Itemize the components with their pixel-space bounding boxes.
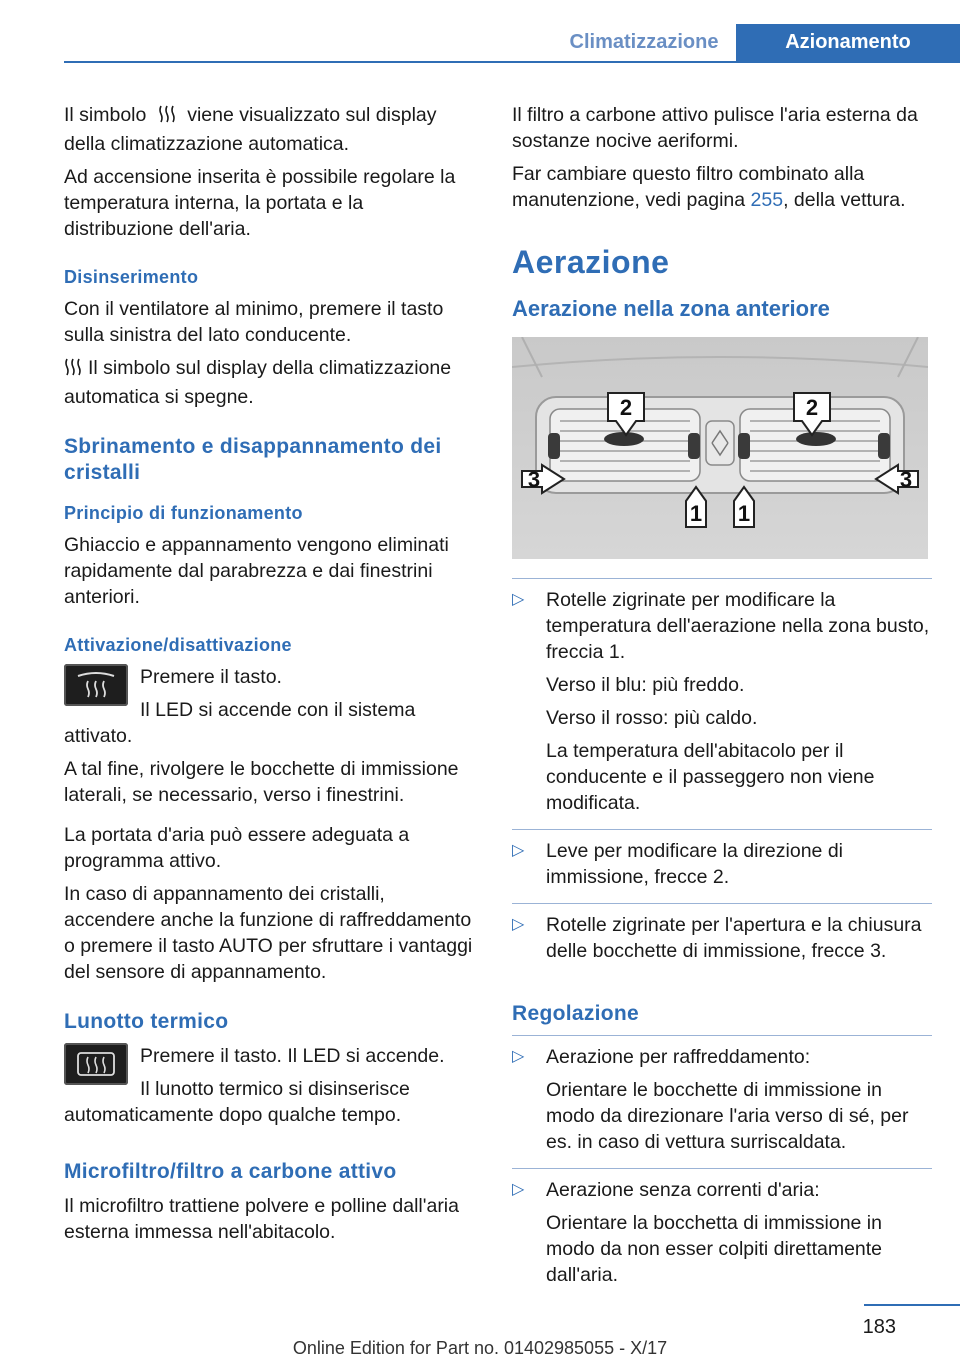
- windshield-defrost-icon: [64, 664, 128, 706]
- intro2-paragraph: Ad accensione inserita è possibile regolare la temperatura interna, la portata e la distribuzione dell'aria.: [64, 166, 456, 240]
- heading-principio: Principio di funzionamento: [64, 503, 303, 523]
- figure-label: 2: [619, 395, 633, 420]
- heading-regolazione: Regolazione: [512, 1002, 639, 1025]
- page-link[interactable]: 255: [750, 189, 784, 211]
- heading-aerazione-anteriore: Aerazione nella zona anteriore: [512, 296, 830, 321]
- activation-press: Premere il tasto.: [140, 666, 282, 688]
- activation-flow: La portata d'aria può essere adeguata a programma attivo.: [64, 824, 410, 872]
- footer-edition: Online Edition for Part no. 01402985055 - X/17: [292, 1338, 668, 1358]
- heading-aerazione: Aerazione: [512, 244, 670, 280]
- page-number: 183: [862, 1316, 896, 1338]
- vent-figure: [512, 337, 928, 559]
- rear-defrost-icon: [64, 1043, 128, 1085]
- off-icon-paragraph: Il simbolo sul display della climatizzazione automatica si spegne.: [64, 357, 452, 408]
- header-rule: [64, 61, 960, 63]
- figure-label: 3: [527, 467, 541, 492]
- figure-label: 1: [737, 501, 751, 526]
- activation-fog: In caso di appannamento dei cristalli, accendere anche la funzione di raffreddamento o premere il tasto AUTO per sfruttare i vantaggi del sensore di appannamento.: [64, 883, 473, 983]
- list-item: ▷ Aerazione per raffreddamento: Orientare le bocchette di immissione in modo da direzionare l'aria verso di sé, per es. in caso di vettura surriscaldata.: [512, 1035, 932, 1168]
- header-section-tab: Climatizzazione: [569, 31, 719, 53]
- left-column: [64, 102, 474, 1252]
- heading-sbrinamento: Sbrinamento e disappannamento dei cristalli: [64, 435, 442, 484]
- right-column: [512, 102, 932, 1301]
- air-flow-icon: [64, 357, 82, 384]
- adjust-list: [512, 1035, 932, 1301]
- defrost-button-image: [64, 664, 128, 706]
- air-flow-icon: [158, 104, 176, 131]
- vent-controls-list: [512, 578, 932, 977]
- center-control: [706, 421, 734, 465]
- off-paragraph: Con il ventilatore al minimo, premere il tasto sulla sinistra del lato conducente.: [64, 298, 444, 346]
- heading-attivazione: Attivazione/disattivazione: [64, 635, 292, 655]
- heading-microfiltro: Microfiltro/filtro a carbone attivo: [64, 1160, 397, 1183]
- activation-led: Il LED si accende con il sistema attivato.: [64, 699, 416, 747]
- filter-paragraph: Il microfiltro trattiene polvere e polline dall'aria esterna immessa nell'abitacolo.: [64, 1195, 459, 1243]
- figure-label: 3: [899, 467, 913, 492]
- list-item: ▷ Aerazione senza correnti d'aria: Orientare la bocchetta di immissione in modo da non esser colpiti direttamente dall'aria.: [512, 1168, 932, 1301]
- rear-off: Il lunotto termico si disinserisce automaticamente dopo qualche tempo.: [64, 1078, 410, 1126]
- list-item: ▷ Rotelle zigrinate per modificare la temperatura dell'aerazione nella zona busto, freccia 1. Verso il blu: più freddo. Verso il rosso: più caldo. La temperatura dell'abitacolo per il conducente e il passeggero non viene modificata.: [512, 578, 932, 829]
- intro-paragraph: Il simbolo viene visualizzato sul display della climatizzazione automatica.: [64, 104, 437, 155]
- activation-side: A tal fine, rivolgere le bocchette di immissione laterali, se necessario, verso i finestrini.: [64, 758, 459, 806]
- service-paragraph: Far cambiare questo filtro combinato alla manutenzione, vedi pagina 255, della vettura.: [512, 163, 906, 211]
- header-chapter-tab: Azionamento: [736, 24, 960, 61]
- list-item: ▷ Rotelle zigrinate per l'apertura e la chiusura delle bocchette di immissione, frecce 3.: [512, 903, 932, 977]
- figure-label: 2: [805, 395, 819, 420]
- carbon-paragraph: Il filtro a carbone attivo pulisce l'aria esterna da sostanze nocive aeriformi.: [512, 104, 918, 152]
- footer-rule: [864, 1304, 960, 1306]
- rear-press: Premere il tasto. Il LED si accende.: [140, 1045, 445, 1067]
- heading-lunotto: Lunotto termico: [64, 1010, 229, 1033]
- list-item: ▷ Leve per modificare la direzione di immissione, frecce 2.: [512, 829, 932, 903]
- principle-paragraph: Ghiaccio e appannamento vengono eliminati rapidamente dal parabrezza e dai finestrini anteriori.: [64, 534, 449, 608]
- heading-disinserimento: Disinserimento: [64, 267, 199, 287]
- rear-window-button-image: [64, 1043, 128, 1085]
- figure-label: 1: [689, 501, 703, 526]
